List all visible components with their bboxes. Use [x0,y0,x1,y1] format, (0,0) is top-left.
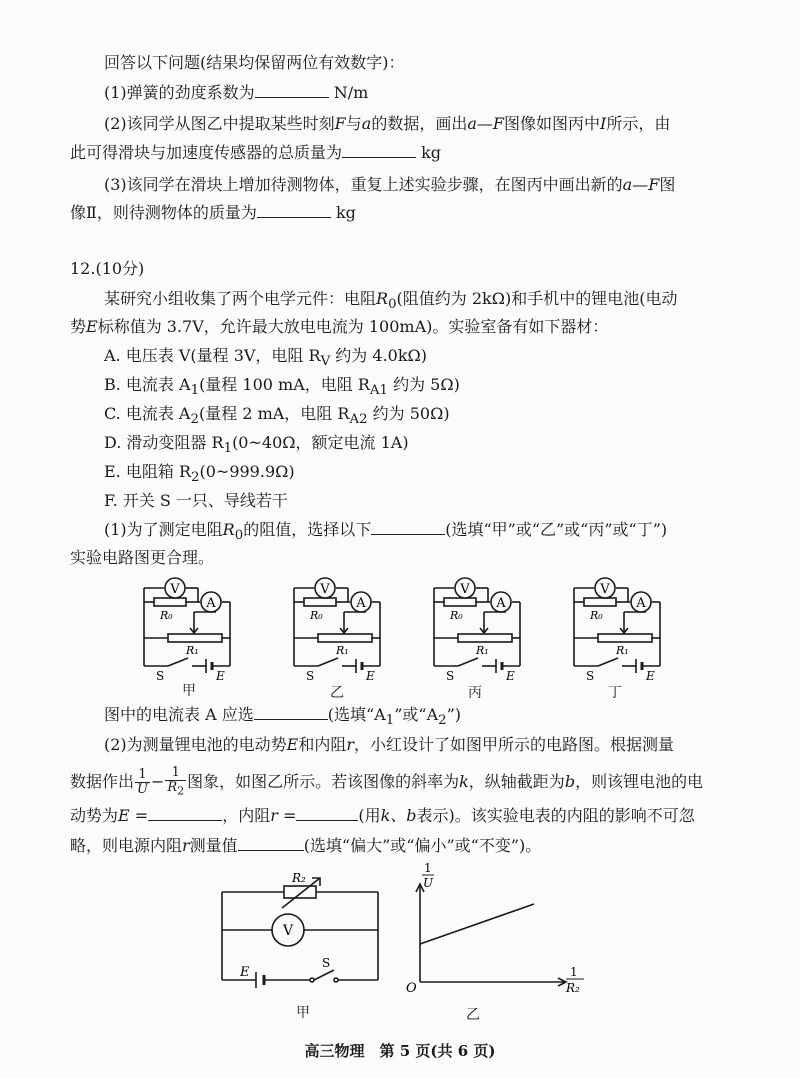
svg-text:E: E [506,669,515,683]
svg-text:V: V [170,582,180,597]
svg-text:E: E [216,669,225,683]
svg-text:R₀: R₀ [450,609,463,622]
svg-text:O: O [406,981,417,996]
svg-text:U: U [423,876,434,890]
q12-header: 12.(10分) [70,259,145,278]
svg-text:R₀: R₀ [590,609,603,622]
circuit-diagrams [130,570,690,700]
svg-text:1: 1 [570,965,578,979]
q12-sub2-line2: 数据作出 $\frac{1}{U}$ − $\frac{1}{R_2}$ 图象，如图乙所示。若该图像的斜率为k，纵轴截距为b，则该锂电池的电 [70,765,704,798]
svg-text:S: S [586,669,595,683]
svg-text:R₁: R₁ [616,644,629,657]
svg-text:R₂: R₂ [566,981,580,995]
circuit-bing [434,578,520,683]
answer-blank[interactable] [371,520,445,535]
svg-text:E: E [240,965,250,980]
svg-text:V: V [460,582,470,597]
svg-text:R₂: R₂ [292,871,306,885]
fraction-1-over-R2: $\frac{1}{R_2}$ [167,765,185,798]
svg-text:A: A [356,596,366,611]
answer-blank[interactable] [238,836,304,851]
svg-text:S: S [306,669,315,683]
svg-text:S: S [322,956,331,970]
fig-label-yi: 乙 [466,1007,480,1023]
svg-text:E: E [366,669,375,683]
q12-sub1: (1)为了测定电阻$R_0$的阻值，选择以下 (选填“甲”或“乙”或“丙”或“丁”) [104,520,668,544]
svg-text:V: V [320,582,330,597]
svg-text:1: 1 [424,861,432,875]
item-c: C. 电流表 $A_2$(量程 2 mA，电阻 $R_{A2}$ 约为 50Ω) [104,404,450,428]
answer-blank[interactable] [342,143,416,158]
svg-text:A: A [496,596,506,611]
circuit-yi [294,578,380,683]
q12-sub2-line4: 略，则电源内阻r测量值 (选填“偏大”或“偏小”或“不变”)。 [70,836,542,855]
q12-intro-line1: 某研究小组收集了两个电学元件：电阻$R_0$(阻值约为 2kΩ)和手机中的锂电池(电动 [104,289,678,313]
svg-text:R₁: R₁ [476,644,489,657]
answer-blank[interactable] [296,806,358,821]
graph-yi [402,858,602,1008]
svg-text:R₀: R₀ [310,609,323,622]
svg-text:A: A [636,596,646,611]
circuit-label-yi: 乙 [330,685,344,701]
q11-part3: (3)该同学在滑块上增加待测物体，重复上述实验步骤，在图丙中画出新的a—F图 [104,175,676,194]
answer-blank[interactable] [148,806,222,821]
fraction-1-over-U: $\frac{1}{U}$ [137,767,148,797]
svg-text:E: E [646,669,655,683]
fig-label-jia: 甲 [296,1005,310,1021]
svg-text:A: A [206,596,216,611]
page-footer: 高三物理 第 5 页(共 6 页) [304,1042,496,1060]
q12-sub1-line2: 实验电路图更合理。 [70,548,215,567]
item-e: E. 电阻箱 $R_2(0\sim 999.9\Omega)$ [104,462,295,486]
svg-text:S: S [156,669,165,683]
circuit-jia [144,578,230,683]
graph-line [420,904,534,944]
q12-sub2: (2)为测量锂电池的电动势E和内阻r，小红设计了如图甲所示的电路图。根据测量 [104,735,675,754]
q12-sub2-line3: 动势为E = ，内阻r = (用k、b表示)。该实验电表的内阻的影响不可忽 [70,806,695,825]
item-f: F. 开关 S 一只、导线若干 [104,491,288,510]
q11-intro: 回答以下问题(结果均保留两位有效数字)： [104,53,405,72]
item-b: B. 电流表 $A_1$(量程 100 mA，电阻 $R_{A1}$ 约为 5Ω) [104,375,460,399]
q11-part1: (1)弹簧的劲度系数为 N/m [104,83,369,102]
q11-part2-line2: 此可得滑块与加速度传感器的总质量为 kg [70,143,442,162]
circuit-label-ding: 丁 [608,685,622,701]
emf-circuit-jia [210,868,390,998]
circuit-ding [574,578,660,683]
svg-text:V: V [600,582,610,597]
circuit-label-bing: 丙 [468,685,482,701]
item-d: D. 滑动变阻器 $R_1(0\sim 40\Omega$，额定电流 1A) [104,433,409,457]
q12-intro-line2: 势E标称值为 3.7V，允许最大放电电流为 100mA)。实验室备有如下器材： [70,317,609,336]
ammeter-choice: 图中的电流表 A 应选 (选填“$A_1$”或“$A_2$”) [104,705,462,729]
answer-blank[interactable] [257,203,331,218]
svg-text:V: V [282,923,294,939]
item-a: A. 电压表 V(量程 3V，电阻 $R_V$ 约为 4.0kΩ) [104,346,428,370]
svg-text:R₁: R₁ [186,644,199,657]
answer-blank[interactable] [255,83,329,98]
svg-text:R₀: R₀ [160,609,173,622]
q11-part3-line2: 像Ⅱ，则待测物体的质量为 kg [70,203,356,222]
svg-text:S: S [446,669,455,683]
answer-blank[interactable] [254,705,328,720]
svg-text:R₁: R₁ [336,644,349,657]
q11-part2: (2)该同学从图乙中提取某些时刻F与a的数据，画出a—F图像如图丙中I所示，由 [104,114,671,133]
circuit-label-jia: 甲 [182,683,196,699]
